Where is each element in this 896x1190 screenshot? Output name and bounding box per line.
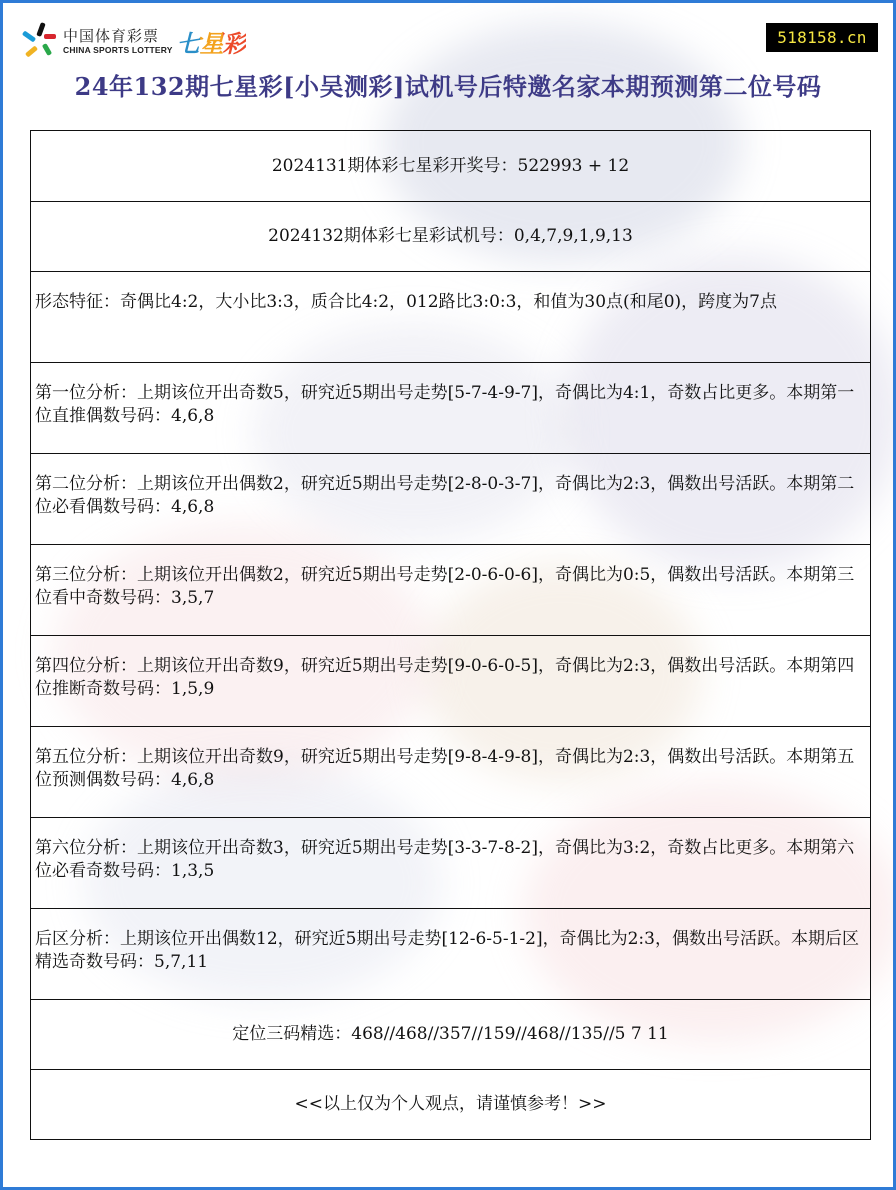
site-domain-badge: 518158.cn [766,23,878,52]
page-title: 24年132期七星彩[小吴测彩]试机号后特邀名家本期预测第二位号码 [74,72,822,101]
china-sports-lottery-logo [21,21,246,61]
three-code-selection-row: 定位三码精选：468//468//357//159//468//135//5 7 11 [31,999,870,1069]
page-frame [3,3,893,1187]
analysis-row-position-4: 第四位分析：上期该位开出奇数9，研究近5期出号走势[9-0-6-0-5]，奇偶比为2:3，偶数出号活跃。本期第四位推断奇数号码：1,5,9 [31,635,870,726]
disclaimer-row: <<以上仅为个人观点，请谨慎参考！>> [31,1069,870,1139]
prediction-table [30,130,871,1140]
header [3,3,893,63]
lottery-star-icon [21,22,59,60]
analysis-row-position-6: 第六位分析：上期该位开出奇数3，研究近5期出号走势[3-3-7-8-2]，奇偶比为3:2，奇数占比更多。本期第六位必看奇数号码：1,3,5 [31,817,870,908]
analysis-row-back-zone: 后区分析：上期该位开出偶数12，研究近5期出号走势[12-6-5-1-2]，奇偶比为2:3，偶数出号活跃。本期后区精选奇数号码：5,7,11 [31,908,870,999]
pattern-features-row: 形态特征：奇偶比4:2，大小比3:3，质合比4:2，012路比3:0:3，和值为30点(和尾0)，跨度为7点 [31,271,870,362]
analysis-row-position-5: 第五位分析：上期该位开出奇数9，研究近5期出号走势[9-8-4-9-8]，奇偶比为2:3，偶数出号活跃。本期第五位预测偶数号码：4,6,8 [31,726,870,817]
draw-result-row: 2024131期体彩七星彩开奖号：522993 + 12 [271,155,630,176]
trial-numbers-row: 2024132期体彩七星彩试机号：0,4,7,9,1,9,13 [31,201,870,271]
logo-english-name: CHINA SPORTS LOTTERY [63,44,173,55]
analysis-row-position-3: 第三位分析：上期该位开出偶数2，研究近5期出号走势[2-0-6-0-6]，奇偶比为0:5，偶数出号活跃。本期第三位看中奇数号码：3,5,7 [31,544,870,635]
logo-chinese-name: 中国体育彩票 [63,26,160,45]
game-name-logo: 七星彩 [177,24,246,59]
analysis-row-position-2: 第二位分析：上期该位开出偶数2，研究近5期出号走势[2-8-0-3-7]，奇偶比为2:3，偶数出号活跃。本期第二位必看偶数号码：4,6,8 [31,453,870,544]
analysis-row-position-1: 第一位分析：上期该位开出奇数5，研究近5期出号走势[5-7-4-9-7]，奇偶比为4:1，奇数占比更多。本期第一位直推偶数号码：4,6,8 [31,362,870,453]
